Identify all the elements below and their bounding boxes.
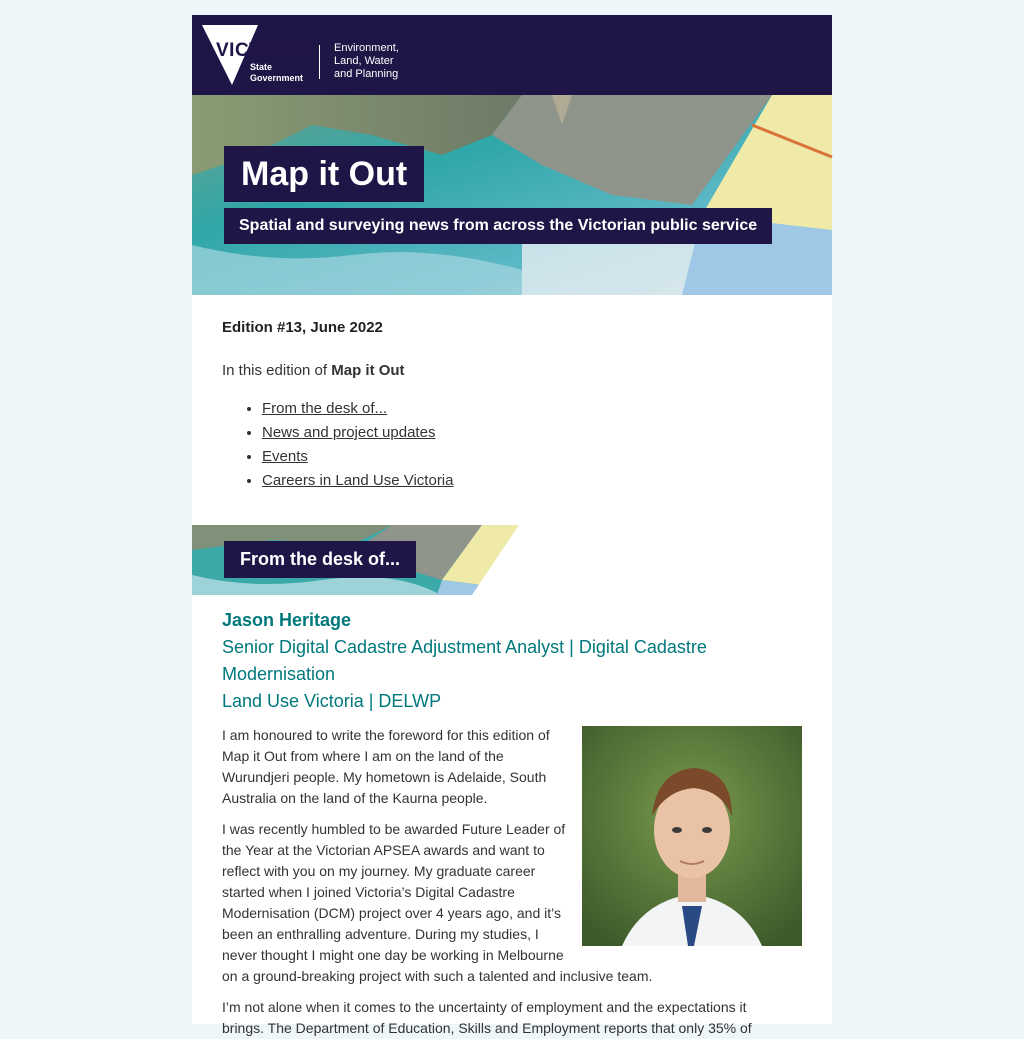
toc-item — [262, 469, 802, 493]
logo-subtitle-line1: State — [250, 62, 273, 72]
toc-link-news[interactable]: News and project updates — [262, 424, 436, 441]
department-name — [334, 42, 399, 81]
logo-subtitle-line2: Government — [250, 73, 304, 83]
newsletter-email — [192, 15, 832, 1036]
department-line1: Environment, — [334, 42, 399, 54]
toc-link-from-the-desk[interactable]: From the desk of... — [262, 400, 388, 417]
edition-intro — [222, 362, 802, 379]
section-title: From the desk of... — [224, 541, 416, 578]
hero-banner — [192, 95, 832, 295]
article-body — [192, 715, 832, 1039]
edition-label: Edition #13, June 2022 — [222, 319, 383, 336]
author-block — [192, 595, 832, 715]
article-paragraph-2: I was recently humbled to be awarded Future Leader of the Year at the Victorian APSEA awards and want to reflect with you on my journey. My graduate career started when I joined Victoria’s Digital Cadastre Modernisation (DCM) project over 4 years ago, and it’s been an enthralling adventure. During my studies, I never thought I might one day be working in Melbourne on a ground-breaking project with such a talented and inclusive team. — [222, 821, 653, 984]
toc-link-careers[interactable]: Careers in Land Use Victoria — [262, 472, 454, 489]
intro-content — [192, 319, 832, 493]
department-line2: Land, Water — [334, 55, 394, 67]
article-paragraph-1: I am honoured to write the foreword for this edition of Map it Out from where I am on the land of the Wurundjeri people. My hometown is Adelaide, South Australia on the land of the Kaurna people. — [222, 727, 550, 806]
header-divider — [319, 45, 320, 79]
section-banner — [192, 525, 522, 595]
article-paragraph-3: I’m not alone when it comes to the uncertainty of employment and the expectations it brings. The Department of Education, Skills and Employment reports that only 35% of — [222, 999, 752, 1036]
toc-link-events[interactable]: Events — [262, 448, 308, 465]
department-line3: and Planning — [334, 68, 399, 80]
logo-subtitle — [250, 62, 303, 84]
intro-publication: Map it Out — [331, 362, 405, 379]
toc-item — [262, 445, 802, 469]
header-bar — [192, 15, 832, 95]
toc-item — [262, 397, 802, 421]
author-role: Senior Digital Cadastre Adjustment Analyst | Digital Cadastre Modernisation — [222, 637, 707, 684]
author-name: Jason Heritage — [222, 610, 352, 630]
toc-item — [262, 421, 802, 445]
hero-title: Map it Out — [224, 146, 424, 202]
intro-prefix: In this edition of — [222, 362, 332, 379]
author-organisation: Land Use Victoria | DELWP — [222, 691, 442, 711]
table-of-contents — [222, 397, 802, 493]
hero-subtitle: Spatial and surveying news from across the Victorian public service — [224, 208, 772, 244]
author-photo — [582, 726, 802, 946]
logo-wordmark: VICTORIA — [216, 40, 311, 61]
